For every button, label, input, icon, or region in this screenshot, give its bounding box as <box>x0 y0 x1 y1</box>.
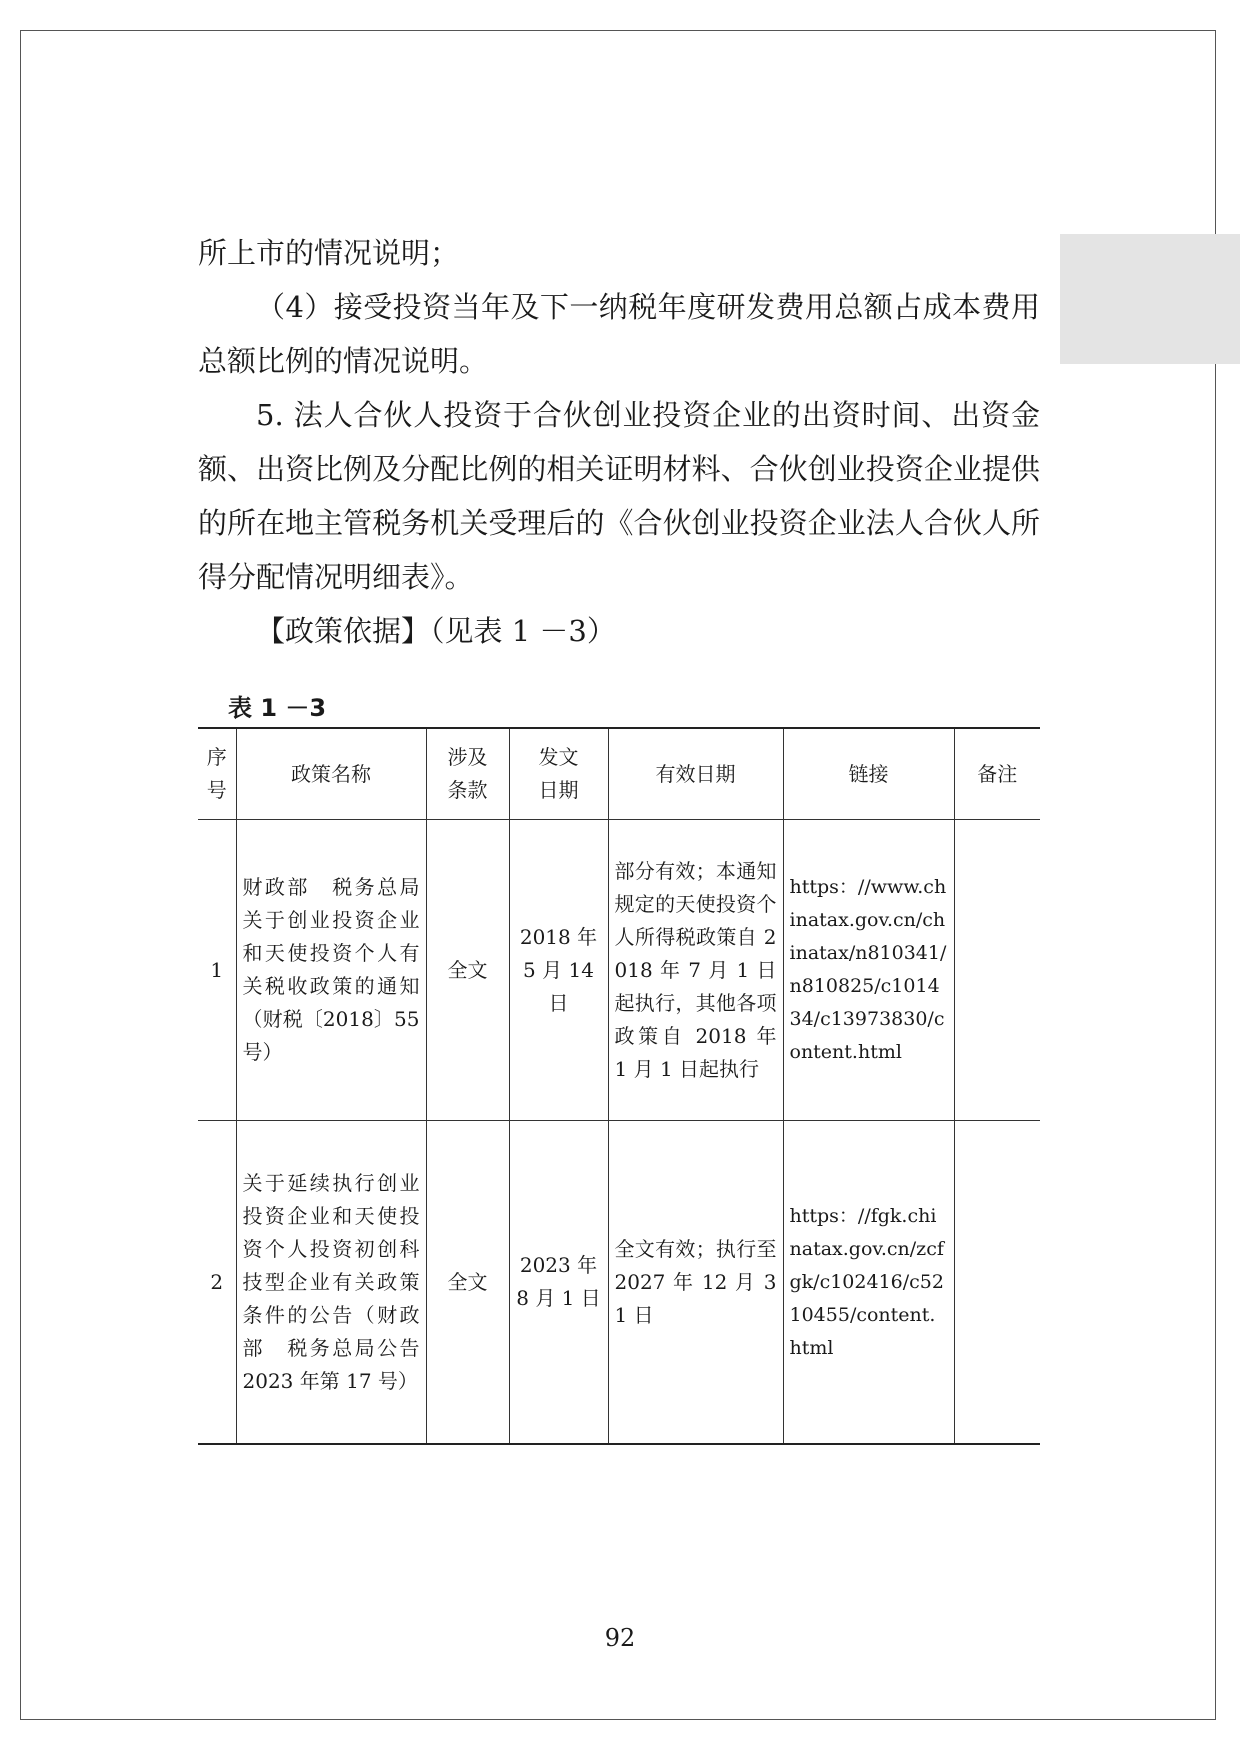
policy-basis-heading: 【政策依据】（见表 1 －3） <box>256 614 616 648</box>
cell-effective: 部分有效；本通知规定的天使投资个人所得税政策自 2018 年 7 月 1 日起执行，其他各项政策自 2018 年 1 月 1 日起执行 <box>608 820 783 1121</box>
cell-clause: 全文 <box>426 820 509 1121</box>
page-number: 92 <box>604 1624 636 1652</box>
paragraph-2: （4）接受投资当年及下一纳税年度研发费用总额占成本费用总额比例的情况说明。 <box>198 290 1040 378</box>
header-note: 备注 <box>954 728 1040 820</box>
header-seq: 序号 <box>198 728 236 820</box>
paragraph-1: 所上市的情况说明； <box>198 236 460 270</box>
cell-name: 关于延续执行创业投资企业和天使投资个人投资初创科技型企业有关政策条件的公告（财政部 税务总局公告 2023 年第 17 号） <box>236 1121 426 1445</box>
cell-seq: 1 <box>198 820 236 1121</box>
header-clause: 涉及条款 <box>426 728 509 820</box>
cell-name: 财政部 税务总局关于创业投资企业和天使投资个人有关税收政策的通知（财税〔2018〕55 号） <box>236 820 426 1121</box>
policy-table <box>198 727 1040 1445</box>
cell-seq: 2 <box>198 1121 236 1445</box>
side-tab-marker <box>1060 234 1240 364</box>
table-header-row <box>198 728 1040 820</box>
table-row <box>198 1121 1040 1445</box>
header-effective: 有效日期 <box>608 728 783 820</box>
cell-date: 2018 年 5 月 14 日 <box>509 820 608 1121</box>
cell-link: https：//fgk.chinatax.gov.cn/zcfgk/c102416/c5210455/content.html <box>783 1121 954 1445</box>
cell-link: https：//www.chinatax.gov.cn/chinatax/n810341/n810825/c101434/c13973830/content.html <box>783 820 954 1121</box>
table-caption: 表 1 －3 <box>228 694 327 722</box>
cell-effective: 全文有效；执行至 2027 年 12 月 31 日 <box>608 1121 783 1445</box>
header-name: 政策名称 <box>236 728 426 820</box>
header-date: 发文日期 <box>509 728 608 820</box>
cell-date: 2023 年 8 月 1 日 <box>509 1121 608 1445</box>
header-link: 链接 <box>783 728 954 820</box>
table-row <box>198 820 1040 1121</box>
cell-note <box>954 820 1040 1121</box>
body-text <box>198 226 1040 658</box>
cell-clause: 全文 <box>426 1121 509 1445</box>
paragraph-3: 5. 法人合伙人投资于合伙创业投资企业的出资时间、出资金额、出资比例及分配比例的相关证明材料、合伙创业投资企业提供的所在地主管税务机关受理后的《合伙创业投资企业法人合伙人所得分配情况明细表》。 <box>198 398 1040 594</box>
cell-note <box>954 1121 1040 1445</box>
